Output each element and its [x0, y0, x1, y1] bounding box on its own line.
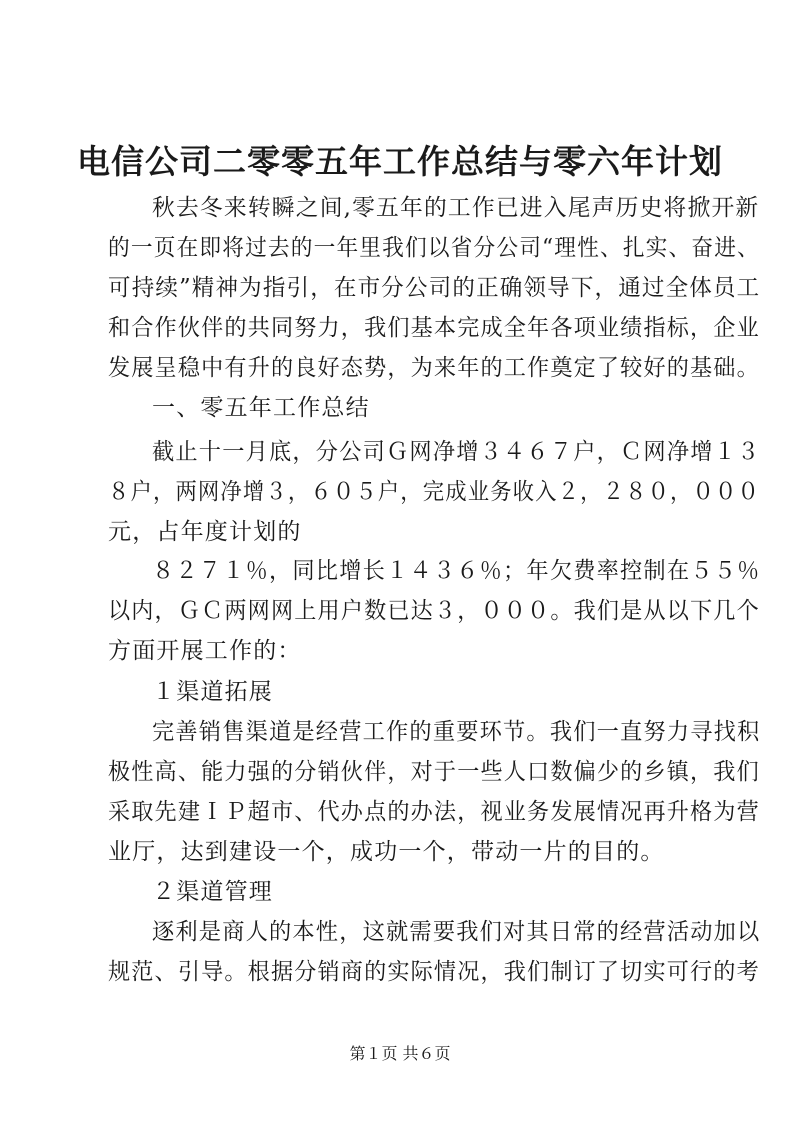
paragraph-line: 采取先建ＩＰ超市、代办点的办法，视业务发展情况再升格为营 — [108, 799, 760, 825]
paragraph-line: 业厅，达到建设一个，成功一个，带动一片的目的。 — [108, 839, 665, 865]
subsection-heading: １渠道拓展 — [152, 679, 273, 705]
subsection-heading: ２渠道管理 — [152, 879, 273, 905]
paragraph-line: 方面开展工作的： — [108, 638, 302, 664]
paragraph-line: 逐利是商人的本性，这就需要我们对其日常的经营活动加以 — [152, 919, 761, 945]
paragraph-line: 和合作伙伴的共同努力，我们基本完成全年各项业绩指标，企业 — [108, 315, 760, 341]
paragraph-line: ８户，两网净增３，６０５户，完成业务收入２，２８０，０００ — [108, 479, 760, 505]
paragraph-line: 秋去冬来转瞬之间,零五年的工作已进入尾声历史将掀开新 — [152, 195, 760, 221]
section-heading: 一、零五年工作总结 — [152, 395, 370, 421]
document-title: 电信公司二零零五年工作总结与零六年计划 — [77, 142, 723, 181]
paragraph-line: 元，占年度计划的 — [108, 519, 302, 545]
paragraph-line: 完善销售渠道是经营工作的重要环节。我们一直努力寻找积 — [152, 719, 761, 745]
page-footer: 第１页 共６页 — [349, 1044, 451, 1063]
paragraph-line: 截止十一月底，分公司Ｇ网净增３４６７户，Ｃ网净增１３ — [152, 439, 761, 465]
paragraph-line: ８２７１％，同比增长１４３６％；年欠费率控制在５５％ — [152, 558, 761, 584]
paragraph-line: 的一页在即将过去的一年里我们以省分公司“理性、扎实、奋进、 — [108, 235, 760, 261]
paragraph-line: 可持续”精神为指引，在市分公司的正确领导下，通过全体员工 — [108, 275, 761, 301]
paragraph-line: 发展呈稳中有升的良好态势，为来年的工作奠定了较好的基础。 — [108, 355, 760, 381]
paragraph-line: 极性高、能力强的分销伙伴，对于一些人口数偏少的乡镇，我们 — [108, 759, 760, 785]
paragraph-line: 以内，ＧＣ两网网上用户数已达３，０００。我们是从以下几个 — [108, 598, 760, 624]
paragraph-line: 规范、引导。根据分销商的实际情况，我们制订了切实可行的考 — [108, 959, 760, 985]
